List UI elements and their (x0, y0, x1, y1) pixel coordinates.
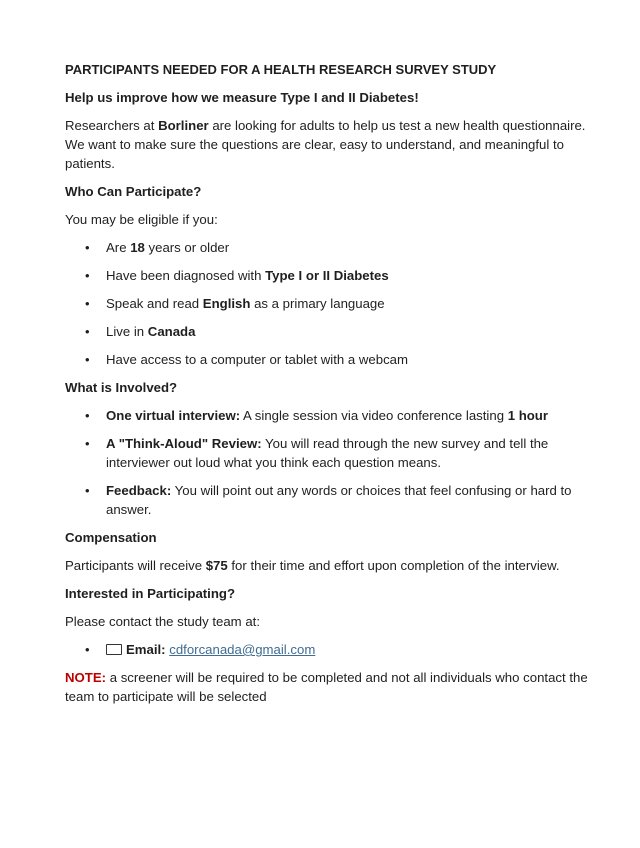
page-title: PARTICIPANTS NEEDED FOR A HEALTH RESEARCH SURVEY STUDY (65, 62, 497, 77)
email-label: Email: (126, 642, 166, 657)
list-item: • Live in Canada (85, 324, 196, 339)
bullet-icon: • (85, 240, 90, 255)
bullet-icon: • (85, 296, 90, 311)
bullet-icon: • (85, 352, 90, 367)
contact-lead: Please contact the study team at: (65, 614, 260, 629)
intro-text-1: Researchers at (65, 118, 159, 133)
who-heading: Who Can Participate? (65, 184, 202, 199)
org-name: Borliner (158, 118, 209, 133)
list-item: • A "Think-Aloud" Review: You will read through the new survey and tell the interviewer out loud what you think each question means. (85, 436, 549, 470)
envelope-icon (106, 644, 122, 655)
bullet-icon: • (85, 324, 90, 339)
list-item: • Are 18 years or older (85, 240, 230, 255)
interested-heading: Interested in Participating? (65, 586, 236, 601)
list-item: • Speak and read English as a primary language (85, 296, 385, 311)
list-item: • Have been diagnosed with Type I or II Diabetes (85, 268, 389, 283)
email-link[interactable]: cdforcanada@gmail.com (169, 642, 316, 657)
bullet-icon: • (85, 408, 90, 423)
bullet-icon: • (85, 642, 90, 657)
flyer-page (65, 60, 595, 715)
list-item: • Have access to a computer or tablet with a webcam (85, 352, 408, 367)
compensation-amount: $75 (205, 558, 228, 573)
bullet-icon: • (85, 436, 90, 451)
involved-list (65, 406, 595, 519)
note-text: a screener will be required to be completed and not all individuals who contact the team to participate will be selected (65, 670, 588, 704)
bullet-icon: • (85, 483, 90, 498)
intro-text-2: are looking for adults to help us test a new health questionnaire. We want to make sure the questions are clear, easy to understand, and meaningful to patients. (65, 118, 586, 171)
involved-heading: What is Involved? (65, 380, 178, 395)
note-paragraph (65, 668, 595, 706)
list-item (65, 640, 595, 659)
list-item: • One virtual interview: A single session via video conference lasting 1 hour (85, 408, 548, 423)
eligibility-list (65, 238, 595, 369)
note-label: NOTE: (65, 670, 107, 685)
list-item: • Feedback: You will point out any words or choices that feel confusing or hard to answer. (85, 483, 572, 517)
who-lead: You may be eligible if you: (65, 212, 218, 227)
intro-paragraph (65, 116, 595, 173)
contact-list (65, 640, 595, 659)
compensation-heading: Compensation (65, 530, 157, 545)
bullet-icon: • (85, 268, 90, 283)
page-subtitle: Help us improve how we measure Type I and II Diabetes! (65, 90, 419, 105)
compensation-text: Participants will receive $75 for their time and effort upon completion of the interview. (65, 558, 560, 573)
